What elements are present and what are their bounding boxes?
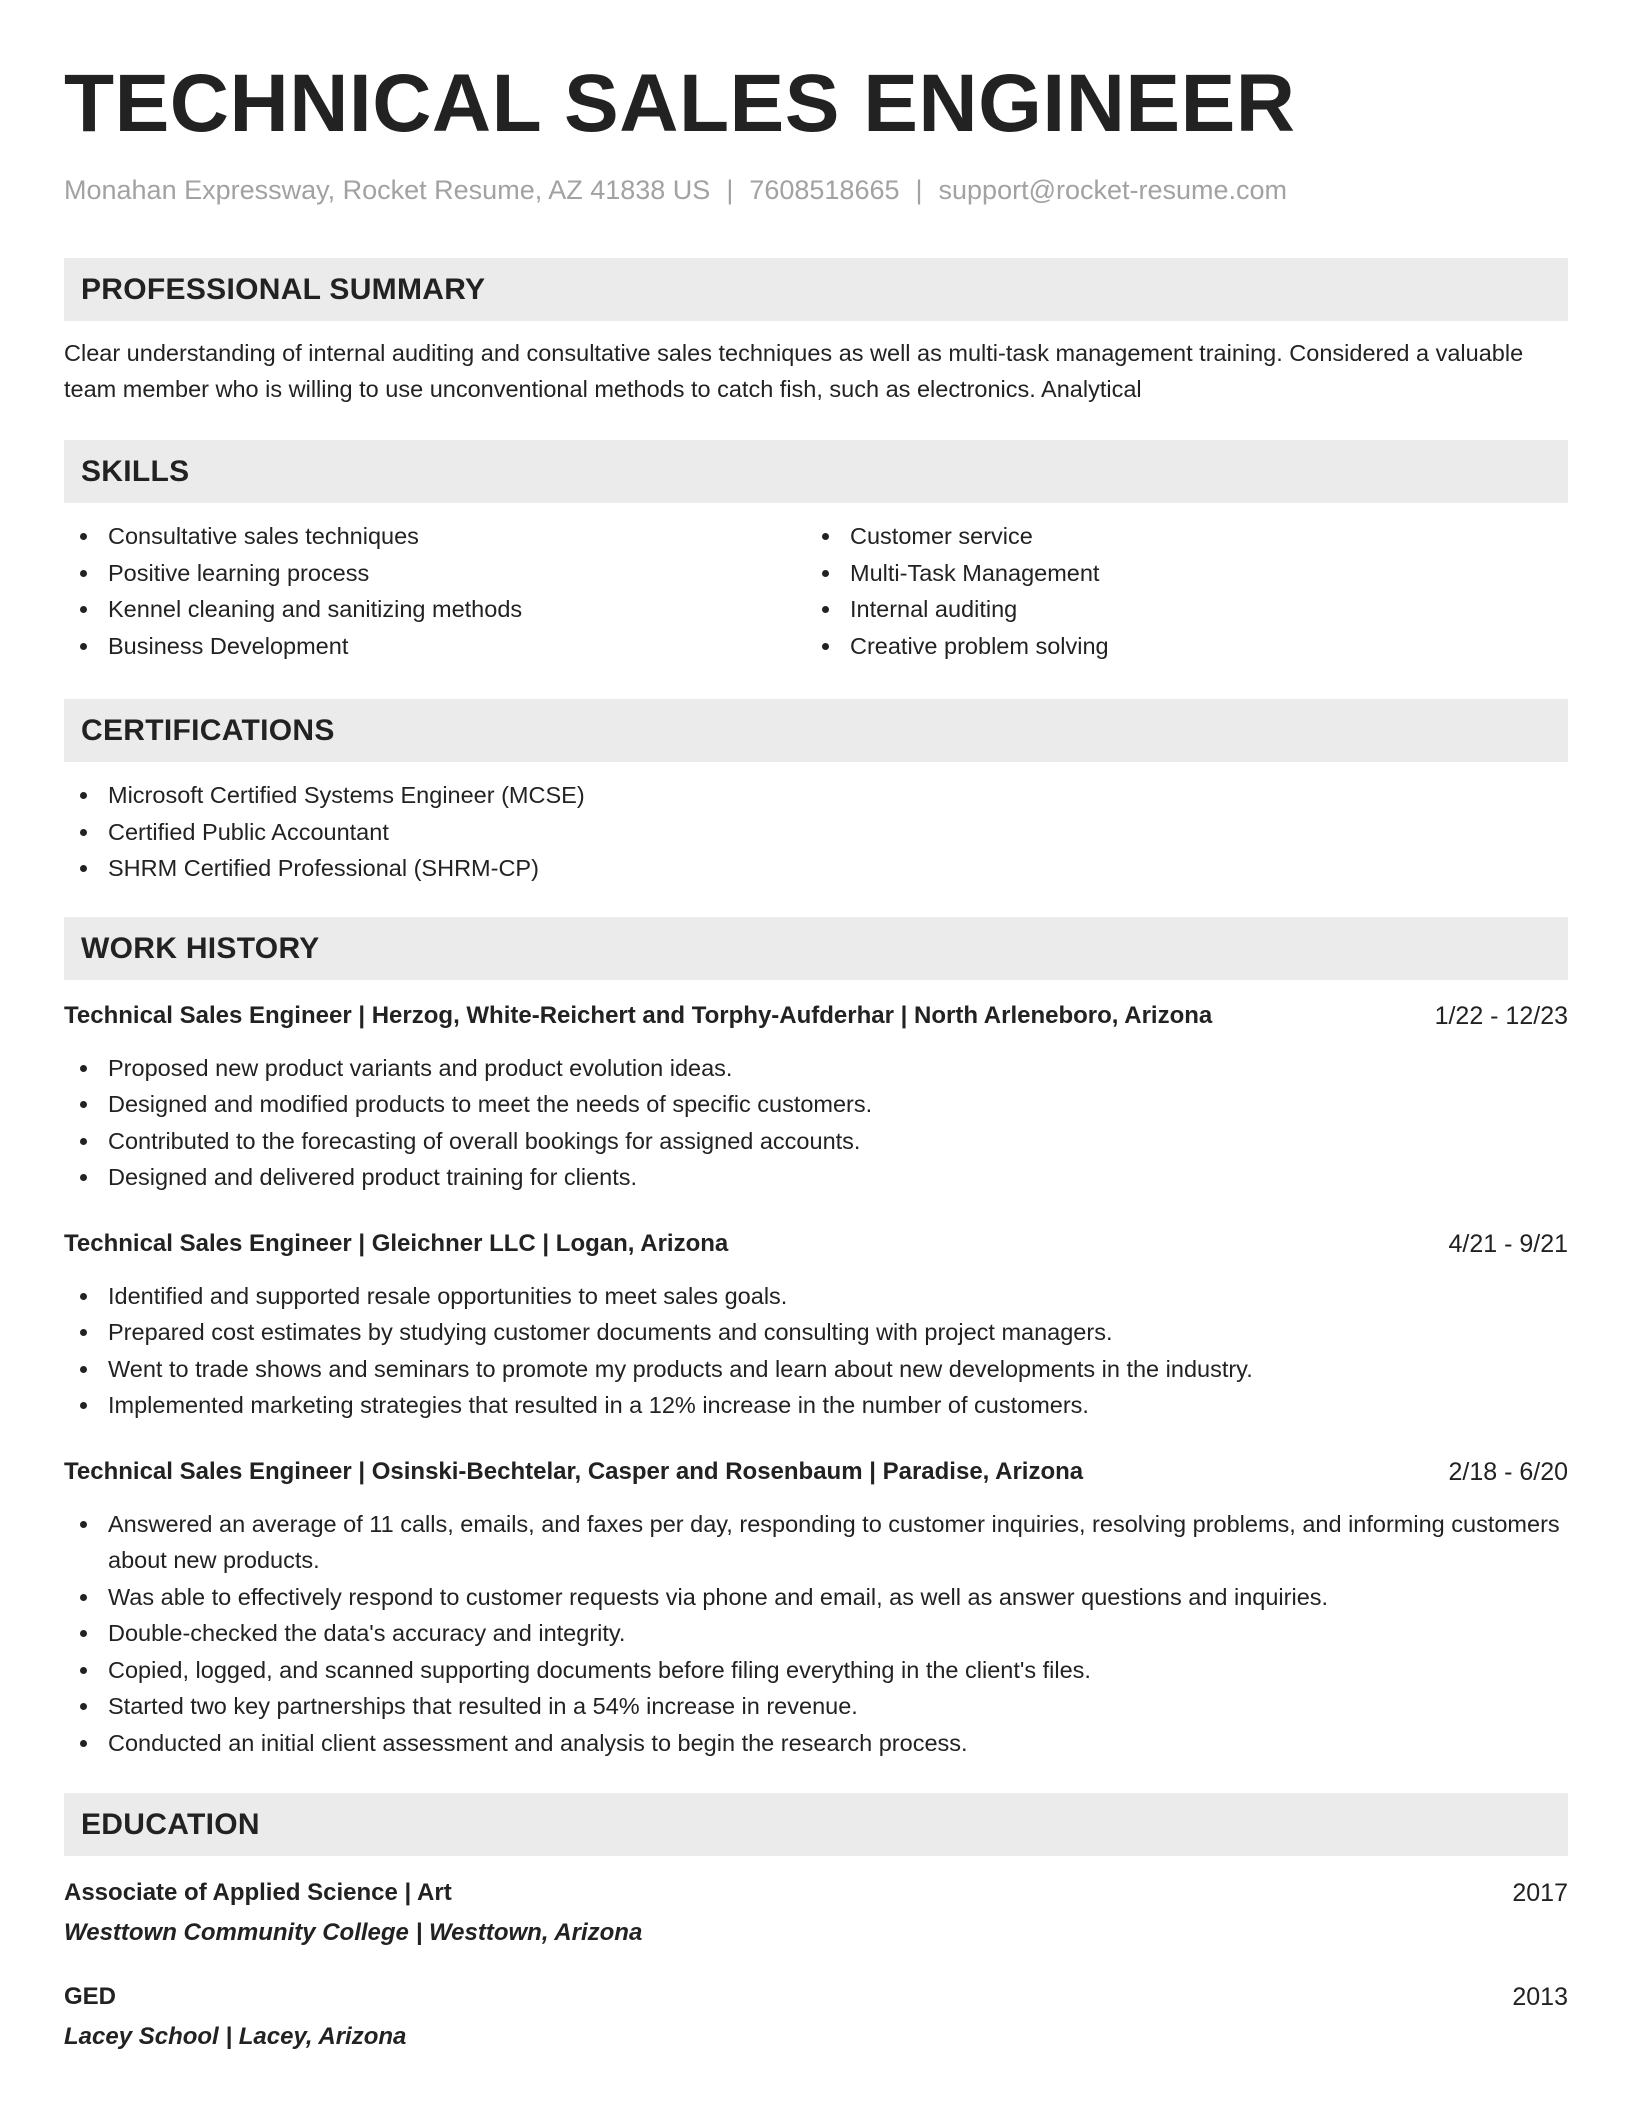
certification-item: SHRM Certified Professional (SHRM-CP) — [64, 850, 1568, 887]
job-bullet: Copied, logged, and scanned supporting documents before filing everything in the client's files. — [64, 1652, 1568, 1689]
job-bullet: Contributed to the forecasting of overall bookings for assigned accounts. — [64, 1123, 1568, 1160]
skills-list-left — [64, 518, 806, 664]
job-entry — [64, 1454, 1568, 1762]
job-entry — [64, 998, 1568, 1196]
skill-item: Business Development — [64, 628, 806, 665]
skill-item: Customer service — [806, 518, 1548, 555]
certifications-list — [64, 777, 1568, 887]
skill-item: Consultative sales techniques — [64, 518, 806, 555]
skills-list-right — [806, 518, 1548, 664]
contact-phone: 7608518665 — [749, 175, 900, 205]
education-year: 2017 — [1512, 1879, 1568, 1907]
job-bullet: Double-checked the data's accuracy and integrity. — [64, 1615, 1568, 1652]
job-heading: Technical Sales Engineer | Osinski-Bechtelar, Casper and Rosenbaum | Paradise, Arizona — [64, 1457, 1084, 1485]
education-section-header: EDUCATION — [64, 1793, 1568, 1856]
job-bullet: Designed and delivered product training for clients. — [64, 1159, 1568, 1196]
job-bullet: Went to trade shows and seminars to promote my products and learn about new developments in the industry. — [64, 1351, 1568, 1388]
job-heading: Technical Sales Engineer | Gleichner LLC | Logan, Arizona — [64, 1229, 729, 1257]
summary-section-header: PROFESSIONAL SUMMARY — [64, 258, 1568, 321]
skill-item: Creative problem solving — [806, 628, 1548, 665]
education-entry — [64, 1875, 1568, 1951]
education-heading-row — [64, 1875, 1568, 1911]
job-bullet: Answered an average of 11 calls, emails, and faxes per day, responding to customer inquiries, resolving problems, and informing customers about new products. — [64, 1506, 1568, 1579]
certifications-section-header: CERTIFICATIONS — [64, 699, 1568, 762]
contact-line — [64, 172, 1568, 208]
job-heading-row — [64, 1226, 1568, 1262]
skills-grid — [64, 518, 1568, 664]
job-bullet: Started two key partnerships that resulted in a 54% increase in revenue. — [64, 1688, 1568, 1725]
summary-text: Clear understanding of internal auditing and consultative sales techniques as well as multi-task management training. Considered a valuable team member who is willing to use unconventional methods to catch fish, such as electronics. Analytical — [64, 340, 1524, 402]
skill-item: Positive learning process — [64, 555, 806, 592]
education-year: 2013 — [1512, 1983, 1568, 2011]
job-bullets — [64, 1050, 1568, 1196]
resume-title: TECHNICAL SALES ENGINEER — [64, 58, 1296, 149]
job-bullet: Implemented marketing strategies that resulted in a 12% increase in the number of customers. — [64, 1387, 1568, 1424]
job-heading-row — [64, 998, 1568, 1034]
contact-separator: | — [915, 175, 923, 205]
education-degree: Associate of Applied Science | Art — [64, 1879, 452, 1906]
job-bullet: Was able to effectively respond to customer requests via phone and email, as well as answer questions and inquiries. — [64, 1579, 1568, 1616]
work-history-section-header: WORK HISTORY — [64, 917, 1568, 980]
job-heading: Technical Sales Engineer | Herzog, White-Reichert and Torphy-Aufderhar | North Arleneboro, Arizona — [64, 1001, 1213, 1029]
job-bullets — [64, 1506, 1568, 1762]
contact-separator: | — [726, 175, 734, 205]
skill-item: Internal auditing — [806, 591, 1548, 628]
job-bullets — [64, 1278, 1568, 1424]
certification-item: Microsoft Certified Systems Engineer (MCSE) — [64, 777, 1568, 814]
education-degree: GED — [64, 1983, 117, 2010]
contact-email: support@rocket-resume.com — [938, 175, 1288, 205]
job-dates: 2/18 - 6/20 — [1448, 1457, 1568, 1486]
certification-item: Certified Public Accountant — [64, 814, 1568, 851]
job-bullet: Proposed new product variants and product evolution ideas. — [64, 1050, 1568, 1087]
education-school: Westtown Community College | Westtown, Arizona — [64, 1919, 643, 1946]
education-heading-row — [64, 1979, 1568, 2015]
job-entry — [64, 1226, 1568, 1424]
job-bullet: Conducted an initial client assessment and analysis to begin the research process. — [64, 1725, 1568, 1762]
education-school: Lacey School | Lacey, Arizona — [64, 2023, 407, 2050]
job-heading-row — [64, 1454, 1568, 1490]
contact-address: Monahan Expressway, Rocket Resume, AZ 41838 US — [64, 175, 711, 205]
resume-page — [64, 56, 1568, 2055]
job-dates: 1/22 - 12/23 — [1434, 1001, 1568, 1030]
education-entry — [64, 1979, 1568, 2055]
job-bullet: Identified and supported resale opportunities to meet sales goals. — [64, 1278, 1568, 1315]
job-bullet: Designed and modified products to meet the needs of specific customers. — [64, 1086, 1568, 1123]
job-bullet: Prepared cost estimates by studying customer documents and consulting with project managers. — [64, 1314, 1568, 1351]
job-dates: 4/21 - 9/21 — [1448, 1229, 1568, 1258]
skill-item: Multi-Task Management — [806, 555, 1548, 592]
skill-item: Kennel cleaning and sanitizing methods — [64, 591, 806, 628]
skills-section-header: SKILLS — [64, 440, 1568, 503]
